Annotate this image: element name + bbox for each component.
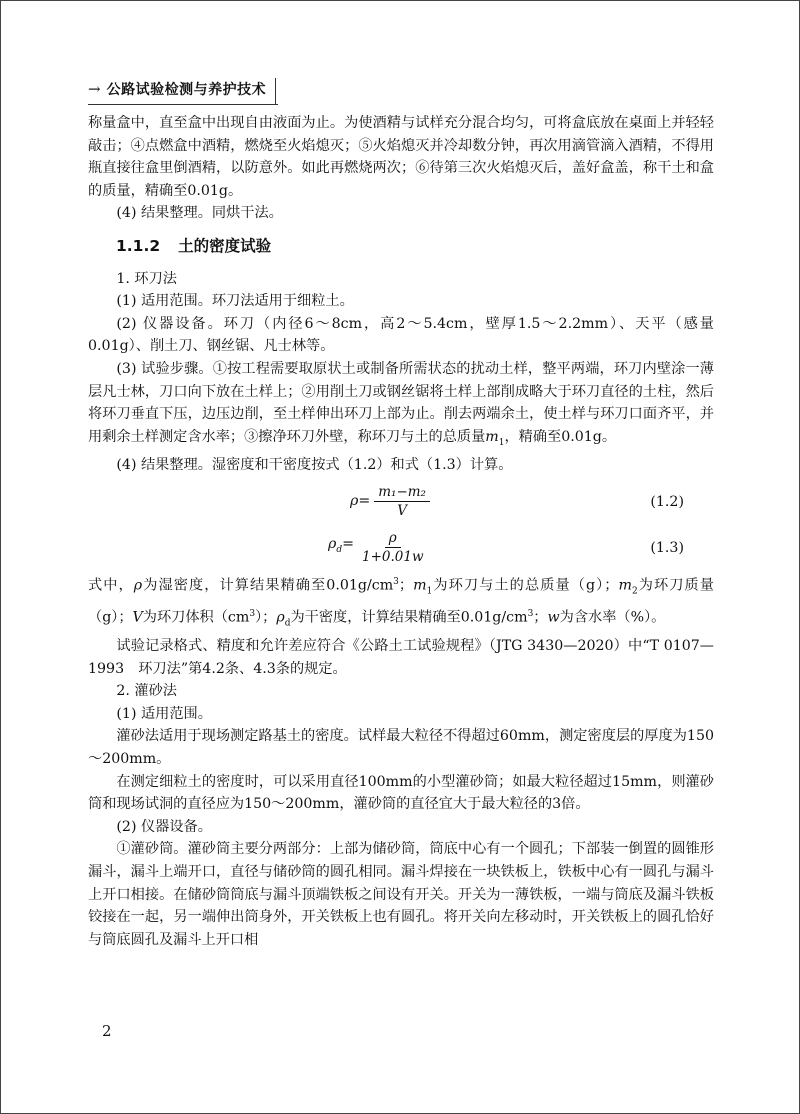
numerator: m₁−m₂: [374, 483, 430, 502]
text-run: ）；: [255, 609, 277, 626]
paragraph: (2) 仪器设备。: [116, 818, 212, 835]
fraction-box: [374, 483, 430, 520]
text-run: 式中，: [88, 577, 134, 594]
symbol-m: m: [618, 577, 632, 594]
paragraph: (2) 仪器设备。环刀（内径6～8cm，高2～5.4cm，壁厚1.5～2.2mm）、天平（感量0.01g）、削土刀、钢丝锯、凡士林等。: [88, 315, 714, 355]
text-run: ，精确至0.01g。: [504, 428, 617, 445]
symbol-rho: ρ: [276, 609, 285, 626]
paragraph: (1) 适用范围。环刀法适用于细粒土。: [116, 293, 354, 310]
paragraph: (4) 结果整理。湿密度和干密度按式（1.2）和式（1.3）计算。: [116, 457, 513, 474]
running-header: [88, 75, 266, 103]
subscript: d: [336, 544, 343, 555]
symbol-m: m: [485, 428, 499, 445]
formula-1-2: [88, 479, 714, 523]
fraction: [350, 483, 430, 520]
equals-sign: =: [342, 536, 354, 553]
equation-number: (1.2): [650, 493, 684, 510]
equation-number: (1.3): [650, 539, 684, 556]
arrow-icon: →: [88, 80, 101, 98]
paragraph: 称量盒中，直至盒中出现自由液面为止。为使酒精与试样充分混合均匀，可将盒底放在桌面上并轻轻敲击；④点燃盒中酒精，燃烧至火焰熄灭；⑤火焰熄灭并冷却数分钟，再次用滴管滴入酒精，不得用瓶直接往盒里倒酒精，以防意外。如此再燃烧两次；⑥待第三次火焰熄灭后，盖好盒盖，称干土和盒的质量，精确至0.01g。: [88, 115, 714, 199]
symbol-v: V: [132, 609, 143, 626]
page-body: [88, 112, 714, 951]
paragraph: 试验记录格式、精度和允许差应符合《公路土工试验规程》（JTG 3430—2020）中“T 0107—1993 环刀法”第4.2条、4.3条的规定。: [88, 638, 714, 677]
paragraph: (1) 适用范围。: [116, 705, 212, 722]
subscript: 1: [498, 437, 505, 448]
text-run: (3) 试验步骤。①按工程需要取原状土或制备所需状态的扰动土样，整平两端，环刀内壁涂一薄层凡士林，刀口向下放在土样上；②用削土刀或钢丝锯将土样上部削成略大于环刀直径的土柱，然后将环刀垂直下压，边压边削，至土样伸出环刀上部为止。削去两端余土，使土样与环刀口面齐平，并用剩余土样测定含水率；③擦净环刀外壁，称环刀与土的总质量: [88, 360, 714, 445]
text-run: 为含水率（%）。: [559, 609, 666, 626]
paragraph: 在测定细粒土的密度时，可以采用直径100mm的小型灌砂筒；如最大粒径超过15mm，则灌砂筒和现场试洞的直径应为150～200mm，灌砂筒的直径宜大于最大粒径的3倍。: [88, 773, 714, 813]
symbol-rho: ρ: [328, 536, 337, 553]
header-divider: [275, 78, 276, 104]
paragraph: 2. 灌砂法: [116, 683, 177, 700]
paragraph: 灌砂法适用于现场测定路基土的密度。试样最大粒径不得超过60mm，测定密度层的厚度为150～200mm。: [88, 728, 714, 768]
paragraph: 1. 环刀法: [116, 270, 177, 287]
symbol-w: w: [547, 609, 560, 626]
paragraph: [88, 358, 714, 454]
paragraph: ①灌砂筒。灌砂筒主要分两部分：上部为储砂筒，筒底中心有一个圆孔；下部装一倒置的圆锥形漏斗，漏斗上端开口，直径与储砂筒的圆孔相同。漏斗焊接在一块铁板上，铁板中心有一圆孔与漏斗上开口相接。在储砂筒筒底与漏斗顶端铁板之间设有开关。开关为一薄铁板，一端与筒底及漏斗铁板铰接在一起，另一端伸出筒身外，开关铁板上也有圆孔。将开关向左移动时，开关铁板上的圆孔恰好与筒底圆孔及漏斗上开口相: [88, 841, 714, 948]
section-number: 1.1.2: [116, 236, 161, 255]
fraction: [328, 529, 428, 566]
subscript: d: [284, 618, 291, 629]
paragraph: [88, 571, 714, 635]
symbol-rho: ρ: [133, 577, 143, 594]
numerator: ρ: [385, 529, 401, 548]
symbol-m: m: [413, 577, 427, 594]
fraction-box: [358, 529, 428, 566]
superscript: 3: [527, 608, 534, 619]
text-run: 为干密度，计算结果精确至0.01g/cm: [290, 609, 528, 626]
text-run: 为环刀质量（g）；: [88, 577, 714, 626]
formula-lhs: [328, 533, 354, 561]
denominator: V: [397, 502, 407, 519]
subscript: 2: [631, 586, 638, 597]
text-run: ；: [533, 609, 548, 626]
text-run: 为环刀体积（cm: [142, 609, 250, 626]
superscript: 3: [393, 576, 399, 587]
section-title: 土的密度试验: [178, 236, 272, 255]
text-run: 为湿密度，计算结果精确至0.01g/cm: [142, 577, 394, 594]
page-number: 2: [102, 1022, 112, 1040]
formula-lhs: ρ=: [350, 492, 371, 509]
section-heading: [88, 235, 714, 258]
subscript: 1: [426, 586, 433, 597]
text-run: ；: [398, 577, 414, 594]
paragraph: (4) 结果整理。同烘干法。: [116, 205, 283, 222]
header-title: 公路试验检测与养护技术: [106, 82, 267, 98]
denominator: 1+0.01w: [362, 548, 424, 565]
formula-1-3: [88, 525, 714, 569]
text-run: 为环刀与土的总质量（g）；: [432, 577, 619, 594]
header-rule: [88, 104, 278, 105]
superscript: 3: [249, 608, 256, 619]
